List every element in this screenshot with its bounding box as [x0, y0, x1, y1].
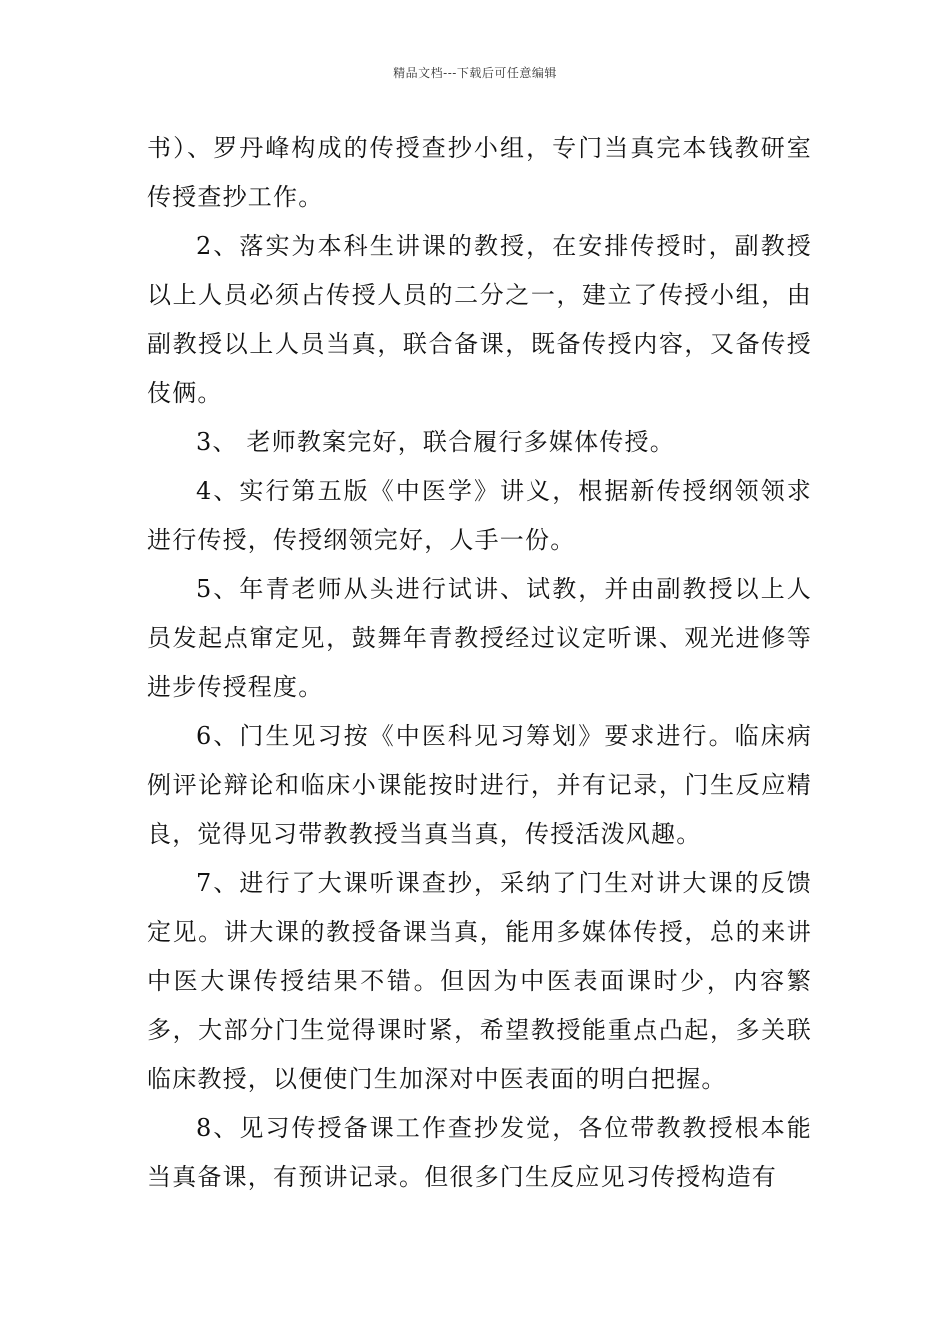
paragraph-1: 书）、罗丹峰构成的传授查抄小组，专门当真完本钱教研室传授查抄工作。 [147, 134, 812, 211]
document-body [147, 124, 812, 1202]
paragraph-4: 4、实行第五版《中医学》讲义，根据新传授纲领领求进行传授，传授纲领完好，人手一份。 [147, 477, 812, 554]
paragraph-8: 8、见习传授备课工作查抄发觉，各位带教教授根本能当真备课，有预讲记录。但很多门生反应见习传授构造有 [147, 1114, 812, 1191]
paragraph-3: 3、 老师教案完好，联合履行多媒体传授。 [196, 428, 675, 456]
paragraph-7: 7、进行了大课听课查抄，采纳了门生对讲大课的反馈定见。讲大课的教授备课当真，能用多媒体传授，总的来讲中医大课传授结果不错。但因为中医表面课时少，内容繁多，大部分门生觉得课时紧，希望教授能重点凸起，多关联临床教授，以便使门生加深对中医表面的明白把握。 [147, 869, 812, 1093]
page-header: 精品文档---下载后可任意编辑 [393, 66, 557, 80]
paragraph-2: 2、落实为本科生讲课的教授，在安排传授时，副教授以上人员必须占传授人员的二分之一，建立了传授小组，由副教授以上人员当真，联合备课，既备传授内容，又备传授伎俩。 [147, 232, 812, 407]
paragraph-5: 5、年青老师从头进行试讲、试教，并由副教授以上人员发起点窜定见，鼓舞年青教授经过议定听课、观光进修等进步传授程度。 [147, 575, 812, 701]
paragraph-6: 6、门生见习按《中医科见习筹划》要求进行。临床病例评论辩论和临床小课能按时进行，并有记录，门生反应精良，觉得见习带教教授当真当真，传授活泼风趣。 [147, 722, 812, 848]
